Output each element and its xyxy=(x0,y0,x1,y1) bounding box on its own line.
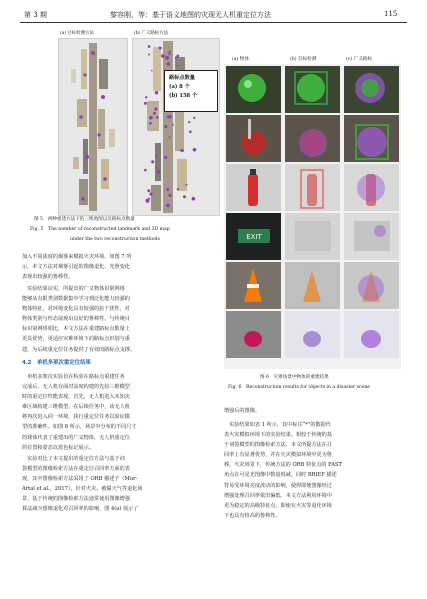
text-line: 下也具有较高的鲁棒性。 xyxy=(224,512,281,519)
landmark-dot xyxy=(148,54,150,56)
detection-object-3 xyxy=(285,164,340,211)
landmark-dot xyxy=(166,116,168,118)
figure5-caption-en-1: Fig. 5 The number of reconstructed landmark and 3D map xyxy=(30,227,170,232)
landmark-dot xyxy=(148,198,150,200)
landmark-dot xyxy=(193,148,197,152)
text-line: 现，其中图像检索方法采用了 ORB 描述子（Mur- xyxy=(22,476,138,483)
text-line: 将再次进入同一环境，执行重定位任务以验证模 xyxy=(22,414,130,421)
landmark-object-1 xyxy=(344,66,399,113)
text-line: 示，本文方法对烟雾引起的图像退化、光照变化 xyxy=(22,264,130,271)
landmark-object-5 xyxy=(344,262,399,309)
text-line: 标识别网络相比，本文方法在重建路标点数量上 xyxy=(22,326,130,333)
right-paragraph-1 xyxy=(224,406,412,416)
figure6-col-b-label: (b) 目标检测 xyxy=(290,57,317,62)
legend-title: 路标点数量 xyxy=(169,75,195,81)
left-paragraph-3 xyxy=(22,372,210,453)
text-line: 棒。火灾场景下，传统方法的 ORB 特征点的 FAST xyxy=(224,462,342,469)
left-paragraph-4 xyxy=(22,454,210,515)
running-title: 黎容刚，等：基于语义地图的灾现无人机重定位方法 xyxy=(110,11,271,19)
figure6-col-c-label: (c) 广义路标 xyxy=(346,57,372,62)
legend-count-a: (a) 8 个 xyxy=(169,84,190,90)
landmark-dot xyxy=(157,170,161,174)
text-line: 增强处理召回率依旧偏低。本文方法利用环境中 xyxy=(224,492,332,499)
text-line: 实验结果如表 1 所示，其中标注“*”的数据代 xyxy=(224,422,331,428)
detection-object-4 xyxy=(285,213,340,260)
text-line: 增强后的图像。 xyxy=(224,408,260,414)
text-line: 于词袋模型的图像检索方法，本文所提方法在召 xyxy=(224,442,332,449)
text-line: 加入不同浓度的烟雾来模拟火灾环境。如图 7 所 xyxy=(22,254,132,260)
landmark-dot xyxy=(151,160,154,163)
landmark-dot xyxy=(149,192,152,195)
landmark-dot xyxy=(144,102,147,105)
landmark-dot xyxy=(166,204,170,208)
text-line: 建，为后续重定位任务提供了有效的路标点支撑。 xyxy=(22,346,136,353)
text-line: 时的重定位性能表现。首先，无人机进入未知灾 xyxy=(22,394,130,401)
photo-object-3 xyxy=(226,164,281,211)
landmark-dot xyxy=(154,108,157,111)
landmark-dot xyxy=(164,156,167,159)
landmark-dot xyxy=(145,96,147,98)
text-line: 能够从有限类别数据集中学习到泛化能力较强的 xyxy=(22,296,130,303)
landmark-dot xyxy=(186,184,188,186)
text-line: 单机多架次实验旨在检验在路标点重建任务 xyxy=(22,374,125,380)
figure5-panel-a-label: (a) 目标检测方法 xyxy=(60,31,94,36)
landmark-dot xyxy=(168,194,171,197)
figure5-caption-en-2: under the two reconstruction methods xyxy=(70,237,160,242)
detection-object-1 xyxy=(285,66,340,113)
text-line: Artal et al.，2017）。针对火灾、被爆天气等退化场 xyxy=(22,486,143,493)
landmark-dot xyxy=(161,54,165,58)
landmark-dot xyxy=(164,125,167,128)
detection-object-6 xyxy=(285,311,340,358)
figure5-map-b xyxy=(132,38,220,216)
text-line: 难区域构建三维模型。在后续任务中，该无人机 xyxy=(22,404,130,411)
text-line: 物体特征，对环境变化具有较强的抗干扰性，对 xyxy=(22,306,130,313)
landmark-dot xyxy=(151,70,153,72)
text-line: 表火灾模拟环境下的实验结果。相较于传统的基 xyxy=(224,432,332,439)
landmark-dot xyxy=(155,91,158,94)
text-line: 的位置和姿态以蓝色标记展示。 xyxy=(22,444,94,451)
landmark-dot xyxy=(144,169,147,172)
landmark-dot xyxy=(149,122,152,125)
landmark-count-legend xyxy=(164,70,218,112)
page-number: 115 xyxy=(384,10,398,18)
left-paragraph-1 xyxy=(22,252,210,282)
figure6-caption-en: Fig. 6 Reconstruction results for objects in a disaster scene xyxy=(228,385,371,390)
landmark-dot xyxy=(177,188,179,190)
text-line: 算法减少图像退化对召回率的影响，图 4(a) 展示了 xyxy=(22,506,139,513)
text-line: 表现出较强的鲁棒性。 xyxy=(22,274,74,281)
text-line: 回率上有显著优势，并在火灾模拟环境中更为鲁 xyxy=(224,452,332,459)
landmark-dot xyxy=(188,121,190,123)
landmark-dot xyxy=(192,197,196,201)
photo-object-2 xyxy=(226,115,281,162)
landmark-object-2 xyxy=(344,115,399,162)
landmark-dot xyxy=(169,51,171,53)
figure6-col-a-label: (a) 物体 xyxy=(232,57,249,62)
photo-object-1 xyxy=(226,66,281,113)
landmark-dot xyxy=(193,117,195,119)
text-line: 型的准确性。如图 8 所示，场景中分布的不同尺寸 xyxy=(22,424,137,431)
figure5-map-a xyxy=(58,38,128,216)
landmark-dot xyxy=(159,47,162,50)
landmark-dot xyxy=(180,149,182,151)
landmark-dot xyxy=(153,112,156,115)
text-line: 袋模型的图像检索方法在重定位召回率方面的表 xyxy=(22,466,130,473)
text-line: 更为稳定的高级特征点，即使在火灾等退化环境 xyxy=(224,502,332,509)
landmark-dot xyxy=(156,116,159,119)
photo-object-4 xyxy=(226,213,281,260)
figure6-caption-cn: 图 6 灾难场景中物体的重建结果 xyxy=(260,375,329,380)
landmark-dot xyxy=(172,124,174,126)
landmark-dot xyxy=(149,116,153,120)
journal-issue: 第 3 期 xyxy=(24,11,47,19)
figure5-panel-b-label: (b) 广义路标方法 xyxy=(134,31,168,36)
landmark-dot xyxy=(147,189,150,192)
left-paragraph-2 xyxy=(22,284,210,355)
text-line: 景，基于传统的图像检索方法通常使用图像增强 xyxy=(22,496,130,503)
landmark-dot xyxy=(168,53,170,55)
detection-object-5 xyxy=(285,262,340,309)
text-line: 实验对比了本文提出的重定位方法与基于词 xyxy=(22,456,125,462)
figure5-caption-cn: 图 5 两种重建方法下的三维地图以及路标点数量 xyxy=(34,217,135,222)
landmark-dot xyxy=(156,167,158,169)
landmark-object-3 xyxy=(344,164,399,211)
landmark-object-6 xyxy=(344,311,399,358)
text-line: 更具优势，更适应灾难环境下的路标点识别与重 xyxy=(22,336,130,343)
photo-object-6 xyxy=(226,311,281,358)
landmark-dot xyxy=(169,136,171,138)
landmark-object-4 xyxy=(344,213,399,260)
detection-object-2 xyxy=(285,115,340,162)
landmark-dot xyxy=(166,188,169,191)
text-line: 符易受环境亮度波动的影响，使得即便图像经过 xyxy=(224,482,332,489)
text-line: 物体类别与形态展现出良好的鲁棒性。与传统目 xyxy=(22,316,130,323)
landmark-dot xyxy=(189,130,192,133)
section-title: 4.2 单机多架次重定位结果 xyxy=(22,360,91,366)
landmark-dot xyxy=(156,155,158,157)
landmark-dot xyxy=(183,195,186,198)
photo-object-5 xyxy=(226,262,281,309)
svg-text:EXIT: EXIT xyxy=(246,233,262,241)
text-line: 实验结果证实，所提出的广义物体识别网络 xyxy=(22,286,125,292)
landmark-dot xyxy=(175,56,178,59)
landmark-dot xyxy=(148,45,151,48)
text-line: 完成后，无人机在面对高度构建的先验三维模型 xyxy=(22,384,130,391)
figure-6-grid xyxy=(224,64,401,369)
text-line: 的球体代表了重建出的广义物体，无人机重定位 xyxy=(22,434,130,441)
right-paragraph-2 xyxy=(224,420,412,521)
landmark-dot xyxy=(167,62,171,66)
landmark-dot xyxy=(165,56,169,60)
text-line: 角点在可见光图像中数量锐减，同时 BRIEF 描述 xyxy=(224,472,337,479)
legend-count-b: (b) 158 个 xyxy=(169,93,198,99)
header-rule xyxy=(20,22,407,23)
landmark-dot xyxy=(177,65,179,67)
